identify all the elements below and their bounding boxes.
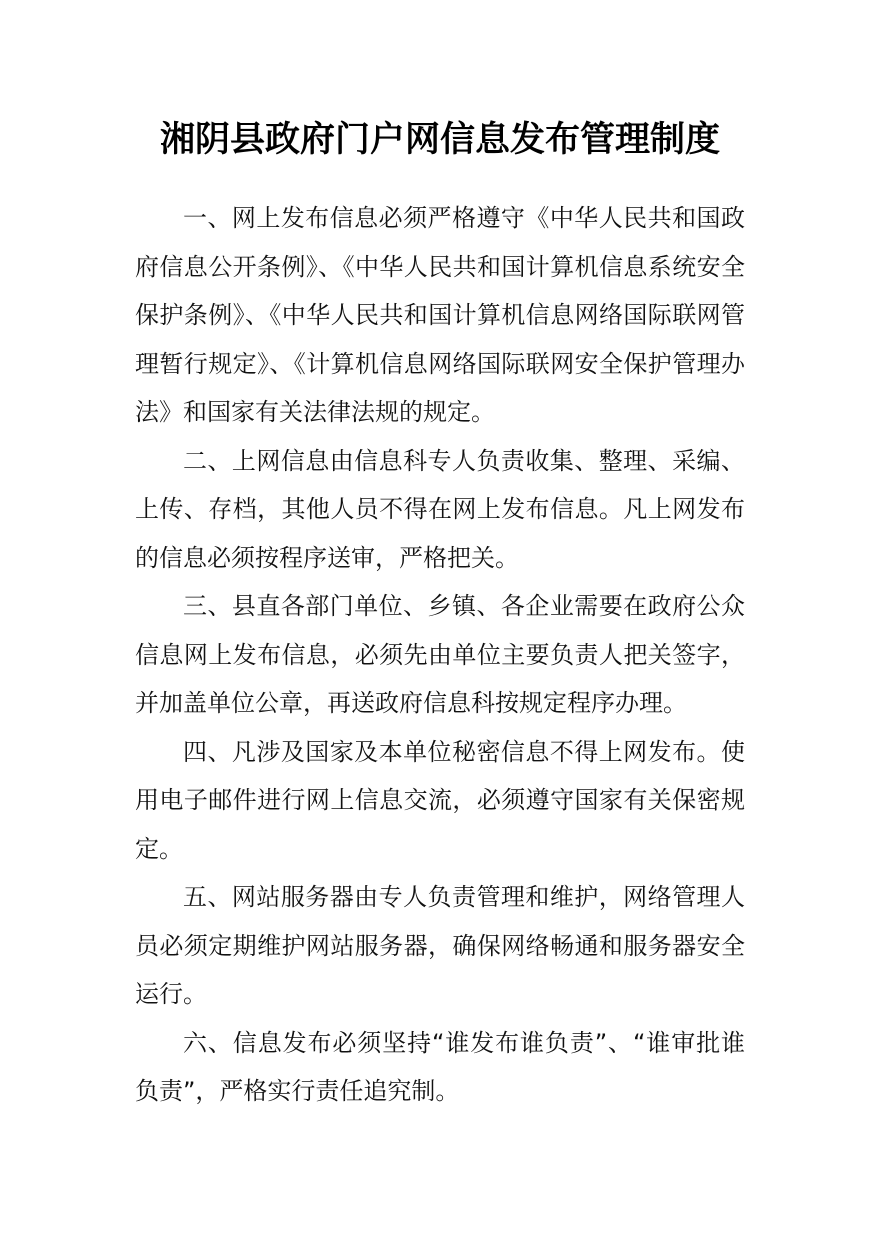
paragraph-3: 三、县直各部门单位、乡镇、各企业需要在政府公众信息网上发布信息，必须先由单位主要负责人把关签字，并加盖单位公章，再送政府信息科按规定程序办理。 [135, 592, 745, 717]
paragraph-4: 四、凡涉及国家及本单位秘密信息不得上网发布。使用电子邮件进行网上信息交流，必须遵守国家有关保密规定。 [135, 737, 745, 863]
document-title: 湘阴县政府门户网信息发布管理制度 [159, 119, 720, 160]
paragraph-2: 二、上网信息由信息科专人负责收集、整理、采编、上传、存档，其他人员不得在网上发布信息。凡上网发布的信息必须按程序送审，严格把关。 [135, 446, 745, 572]
paragraph-1: 一、网上发布信息必须严格遵守《中华人民共和国政府信息公开条例》、《中华人民共和国计算机信息系统安全保护条例》、《中华人民共和国计算机信息网络国际联网管理暂行规定》、《计算机信息网络国际联网安全保护管理办法》和国家有关法律法规的规定。 [135, 204, 745, 426]
paragraph-5: 五、网站服务器由专人负责管理和维护，网络管理人员必须定期维护网站服务器，确保网络畅通和服务器安全运行。 [135, 883, 745, 1008]
document-body [135, 194, 745, 1116]
paragraph-6: 六、信息发布必须坚持“谁发布谁负责”、“谁审批谁负责”，严格实行责任追究制。 [135, 1028, 745, 1105]
